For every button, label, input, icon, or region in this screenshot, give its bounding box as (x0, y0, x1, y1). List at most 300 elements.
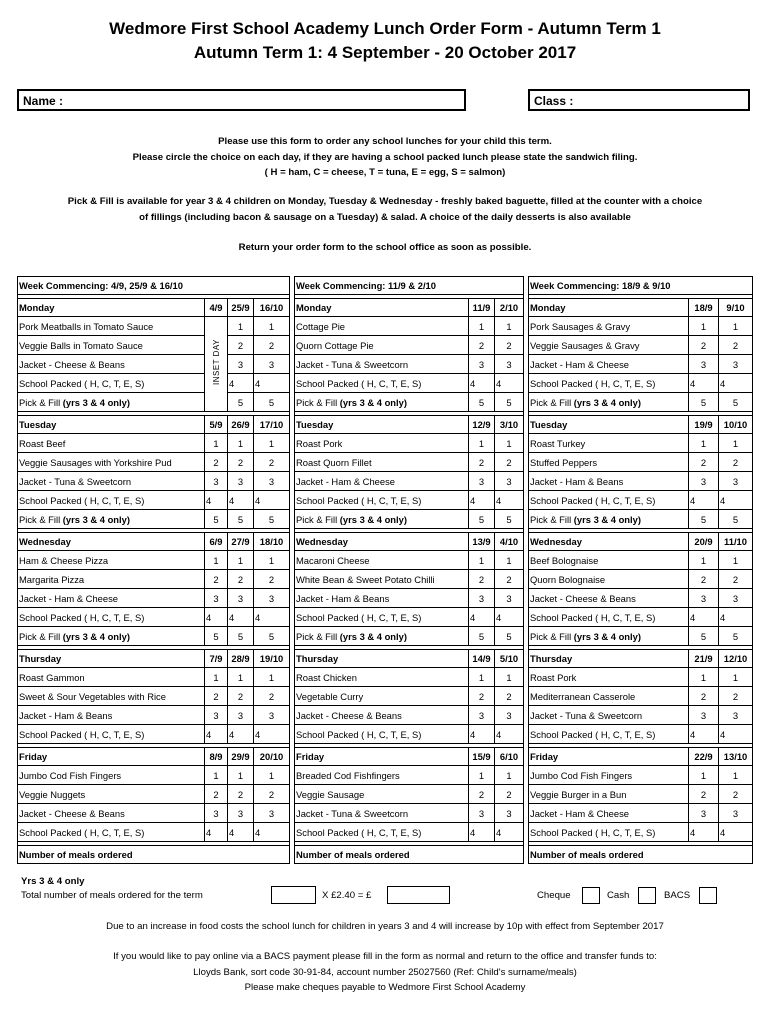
menu-item-label: Macaroni Cheese (296, 554, 370, 566)
meals-total-row (529, 846, 753, 864)
choice-number[interactable]: 1 (495, 766, 524, 785)
total-meals-box[interactable] (271, 886, 316, 904)
menu-row (295, 725, 524, 744)
choice-number[interactable]: 3 (254, 355, 290, 374)
choice-number[interactable]: 4 (254, 725, 290, 744)
menu-row (295, 804, 524, 823)
choice-number[interactable]: 1 (228, 668, 254, 687)
week-commencing: Week Commencing: 11/9 & 2/10 (295, 277, 524, 295)
menu-row (529, 374, 753, 393)
menu-row (18, 317, 290, 336)
choice-number[interactable]: 5 (719, 393, 753, 412)
choice-number[interactable]: 1 (469, 317, 495, 336)
choice-number[interactable]: 4 (469, 725, 495, 744)
choice-number[interactable]: 3 (205, 472, 228, 491)
menu-item (295, 336, 469, 355)
choice-number[interactable]: 5 (689, 627, 719, 646)
choice-number[interactable]: 5 (719, 627, 753, 646)
choice-number[interactable]: 1 (205, 434, 228, 453)
choice-number[interactable]: 3 (228, 472, 254, 491)
choice-number[interactable]: 3 (469, 804, 495, 823)
menu-row (529, 570, 753, 589)
choice-number[interactable]: 3 (228, 804, 254, 823)
choice-number[interactable]: 2 (228, 453, 254, 472)
meals-total-label: Number of meals ordered (18, 846, 290, 864)
date-cell: 20/10 (254, 748, 290, 766)
menu-item (18, 355, 205, 374)
menu-item (295, 766, 469, 785)
choice-number[interactable]: 5 (254, 393, 290, 412)
menu-row (529, 687, 753, 706)
choice-number[interactable]: 2 (254, 570, 290, 589)
choice-number[interactable]: 1 (719, 434, 753, 453)
choice-number[interactable]: 2 (228, 687, 254, 706)
menu-row (18, 804, 290, 823)
menu-row (295, 434, 524, 453)
menu-row (295, 510, 524, 529)
choice-number[interactable]: 1 (469, 668, 495, 687)
choice-number[interactable]: 3 (469, 706, 495, 725)
choice-number[interactable]: 4 (228, 823, 254, 842)
menu-item (18, 393, 205, 412)
menu-row (295, 491, 524, 510)
menu-item (529, 766, 689, 785)
choice-number[interactable]: 4 (228, 374, 254, 393)
choice-number[interactable]: 1 (689, 668, 719, 687)
choice-number[interactable]: 3 (719, 706, 753, 725)
name-field[interactable] (17, 89, 466, 111)
choice-number[interactable]: 1 (689, 434, 719, 453)
menu-row (529, 823, 753, 842)
choice-number[interactable]: 5 (228, 510, 254, 529)
date-cell: 18/10 (254, 533, 290, 551)
menu-item (529, 393, 689, 412)
menu-item-label: Quorn Bolognaise (530, 573, 606, 585)
menu-row (295, 472, 524, 491)
choice-number[interactable]: 2 (205, 785, 228, 804)
menu-row (529, 491, 753, 510)
date-cell: 22/9 (689, 748, 719, 766)
term-dates: Autumn Term 1: 4 September - 20 October 2017 (193, 43, 577, 62)
menu-item (18, 725, 205, 744)
menu-row (18, 453, 290, 472)
choice-number[interactable]: 2 (719, 453, 753, 472)
year-restriction: (yrs 3 & 4 only) (573, 630, 641, 642)
choice-number[interactable]: 3 (719, 804, 753, 823)
choice-number[interactable]: 3 (228, 706, 254, 725)
menu-item-label: Jacket - Ham & Cheese (530, 358, 629, 370)
menu-row (18, 668, 290, 687)
cheque-checkbox[interactable] (582, 887, 600, 904)
choice-number[interactable]: 4 (228, 608, 254, 627)
choice-number[interactable]: 2 (469, 336, 495, 355)
menu-item-label: Stuffed Peppers (530, 456, 598, 468)
date-cell: 4/9 (205, 299, 228, 317)
day-header (295, 533, 524, 551)
total-meals-label: Total number of meals ordered for the term (21, 890, 203, 901)
choice-number[interactable]: 3 (689, 589, 719, 608)
choice-number[interactable]: 5 (205, 627, 228, 646)
choice-number[interactable]: 3 (495, 472, 524, 491)
menu-row (295, 766, 524, 785)
choice-number[interactable]: 4 (254, 374, 290, 393)
choice-number[interactable]: 4 (254, 823, 290, 842)
choice-number[interactable]: 3 (689, 804, 719, 823)
menu-row (529, 706, 753, 725)
menu-item (295, 785, 469, 804)
choice-number[interactable]: 3 (469, 355, 495, 374)
day-name: Tuesday (529, 416, 689, 434)
menu-row (529, 766, 753, 785)
choice-number[interactable]: 3 (495, 589, 524, 608)
choice-number[interactable]: 2 (689, 453, 719, 472)
menu-item-label: Breaded Cod Fishfingers (296, 769, 400, 781)
menu-item (529, 336, 689, 355)
choice-number[interactable]: 2 (689, 687, 719, 706)
choice-number[interactable]: 3 (254, 589, 290, 608)
choice-number[interactable]: 2 (689, 570, 719, 589)
menu-item-label: Ham & Cheese Pizza (19, 554, 109, 566)
date-cell: 20/9 (689, 533, 719, 551)
choice-number[interactable]: 3 (689, 706, 719, 725)
class-field[interactable] (528, 89, 750, 111)
menu-row (18, 510, 290, 529)
menu-item (529, 374, 689, 393)
choice-number[interactable]: 4 (228, 491, 254, 510)
menu-item-label: Jacket - Cheese & Beans (296, 709, 402, 721)
menu-row (18, 491, 290, 510)
choice-number[interactable]: 5 (719, 510, 753, 529)
week-table-2 (294, 276, 524, 864)
instruction-line: Please use this form to order any school lunches for your child this term. (218, 136, 552, 147)
choice-number[interactable]: 1 (495, 668, 524, 687)
choice-number[interactable]: 5 (495, 393, 524, 412)
choice-number[interactable]: 2 (495, 785, 524, 804)
choice-number[interactable]: 5 (495, 627, 524, 646)
menu-item-label: School Packed ( H, C, T, E, S) (19, 494, 145, 506)
choice-number[interactable]: 3 (689, 355, 719, 374)
choice-number[interactable]: 1 (469, 551, 495, 570)
menu-item (295, 491, 469, 510)
choice-number[interactable]: 2 (228, 570, 254, 589)
choice-number[interactable]: 1 (469, 766, 495, 785)
menu-item-label: White Bean & Sweet Potato Chilli (296, 573, 435, 585)
choice-number[interactable]: 3 (228, 589, 254, 608)
cash-checkbox[interactable] (638, 887, 656, 904)
menu-item (295, 627, 469, 646)
choice-number[interactable]: 1 (228, 766, 254, 785)
choice-number[interactable]: 1 (205, 668, 228, 687)
choice-number[interactable]: 2 (469, 570, 495, 589)
menu-item (295, 374, 469, 393)
choice-number[interactable]: 4 (469, 608, 495, 627)
menu-row (18, 589, 290, 608)
day-name: Tuesday (295, 416, 469, 434)
choice-number[interactable]: 4 (205, 725, 228, 744)
menu-item (529, 453, 689, 472)
menu-item-label: School Packed ( H, C, T, E, S) (530, 494, 656, 506)
choice-number[interactable]: 2 (495, 453, 524, 472)
choice-number[interactable]: 1 (228, 317, 254, 336)
choice-number[interactable]: 4 (205, 608, 228, 627)
choice-number[interactable]: 3 (205, 804, 228, 823)
choice-number[interactable]: 2 (254, 785, 290, 804)
choice-number[interactable]: 1 (689, 317, 719, 336)
payment-line: Lloyds Bank, sort code 30-91-84, account number 25027560 (Ref: Child's surname/meals) (193, 966, 577, 978)
day-name: Wednesday (295, 533, 469, 551)
date-cell: 13/9 (469, 533, 495, 551)
menu-item (529, 317, 689, 336)
menu-item-label: Margarita Pizza (19, 573, 85, 585)
choice-number[interactable]: 3 (719, 589, 753, 608)
choice-number[interactable]: 3 (469, 589, 495, 608)
choice-number[interactable]: 1 (254, 766, 290, 785)
choice-number[interactable]: 5 (254, 510, 290, 529)
menu-item-label: School Packed ( H, C, T, E, S) (296, 494, 422, 506)
choice-number[interactable]: 4 (469, 374, 495, 393)
choice-number[interactable]: 2 (254, 687, 290, 706)
menu-item-label: School Packed ( H, C, T, E, S) (19, 728, 145, 740)
menu-item (18, 491, 205, 510)
menu-item-label: Jacket - Cheese & Beans (19, 807, 125, 819)
choice-number[interactable]: 4 (719, 374, 753, 393)
choice-number[interactable]: 3 (495, 355, 524, 374)
menu-row (18, 434, 290, 453)
choice-number[interactable]: 4 (719, 491, 753, 510)
choice-number[interactable]: 3 (254, 706, 290, 725)
choice-number[interactable]: 4 (689, 823, 719, 842)
menu-row (295, 627, 524, 646)
choice-number[interactable]: 5 (469, 510, 495, 529)
date-cell: 29/9 (228, 748, 254, 766)
date-cell: 26/9 (228, 416, 254, 434)
choice-number[interactable]: 1 (254, 668, 290, 687)
day-header (529, 650, 753, 668)
choice-number[interactable]: 1 (254, 434, 290, 453)
menu-row (18, 551, 290, 570)
choice-number[interactable]: 4 (495, 491, 524, 510)
choice-number[interactable]: 2 (228, 336, 254, 355)
week-commencing: Week Commencing: 4/9, 25/9 & 16/10 (18, 277, 290, 295)
menu-item-label: School Packed ( H, C, T, E, S) (296, 377, 422, 389)
choice-number[interactable]: 4 (689, 491, 719, 510)
choice-number[interactable]: 4 (495, 823, 524, 842)
menu-item (18, 374, 205, 393)
menu-item (18, 785, 205, 804)
menu-item-label: Veggie Burger in a Bun (530, 788, 627, 800)
choice-number[interactable]: 4 (719, 725, 753, 744)
menu-item (18, 453, 205, 472)
choice-number[interactable]: 4 (719, 608, 753, 627)
choice-number[interactable]: 1 (254, 551, 290, 570)
choice-number[interactable]: 3 (228, 355, 254, 374)
menu-item-label: Pick & Fill (530, 396, 574, 408)
date-cell: 11/10 (719, 533, 753, 551)
return-line: Return your order form to the school office as soon as possible. (238, 242, 532, 253)
choice-number[interactable]: 1 (689, 551, 719, 570)
choice-number[interactable]: 3 (254, 804, 290, 823)
date-cell: 6/9 (205, 533, 228, 551)
choice-number[interactable]: 2 (719, 687, 753, 706)
choice-number[interactable]: 2 (228, 785, 254, 804)
choice-number[interactable]: 4 (469, 823, 495, 842)
choice-number[interactable]: 2 (469, 687, 495, 706)
choice-number[interactable]: 2 (469, 785, 495, 804)
choice-number[interactable]: 2 (495, 336, 524, 355)
choice-number[interactable]: 2 (205, 453, 228, 472)
choice-number[interactable]: 4 (254, 608, 290, 627)
choice-number[interactable]: 4 (495, 608, 524, 627)
menu-item-label: Jacket - Cheese & Beans (19, 358, 125, 370)
menu-item (295, 355, 469, 374)
choice-number[interactable]: 1 (495, 434, 524, 453)
choice-number[interactable]: 4 (495, 374, 524, 393)
name-label: Name : (23, 94, 64, 108)
choice-number[interactable]: 4 (205, 823, 228, 842)
menu-item-label: School Packed ( H, C, T, E, S) (19, 826, 145, 838)
choice-number[interactable]: 2 (254, 453, 290, 472)
date-cell: 12/10 (719, 650, 753, 668)
choice-number[interactable]: 1 (689, 766, 719, 785)
menu-item (295, 804, 469, 823)
date-cell: 16/10 (254, 299, 290, 317)
menu-item-label: School Packed ( H, C, T, E, S) (530, 611, 656, 623)
menu-row (295, 355, 524, 374)
menu-row (295, 823, 524, 842)
choice-number[interactable]: 2 (205, 570, 228, 589)
choice-number[interactable]: 4 (205, 491, 228, 510)
choice-number[interactable]: 1 (205, 551, 228, 570)
menu-row (18, 570, 290, 589)
choice-number[interactable]: 2 (719, 570, 753, 589)
choice-number[interactable]: 3 (689, 472, 719, 491)
menu-row (529, 472, 753, 491)
choice-number[interactable]: 5 (254, 627, 290, 646)
menu-item (18, 668, 205, 687)
choice-number[interactable]: 2 (689, 336, 719, 355)
choice-number[interactable]: 4 (254, 491, 290, 510)
day-name: Monday (529, 299, 689, 317)
choice-number[interactable]: 1 (205, 766, 228, 785)
year-restriction: (yrs 3 & 4 only) (62, 396, 130, 408)
menu-row (18, 355, 290, 374)
day-name: Wednesday (529, 533, 689, 551)
payment-line: If you would like to pay online via a BACS payment please fill in the form as normal and return to the office and transfer funds to: (113, 951, 657, 962)
choice-number[interactable]: 1 (228, 434, 254, 453)
menu-row (18, 766, 290, 785)
menu-row (295, 453, 524, 472)
choice-number[interactable]: 4 (689, 725, 719, 744)
choice-number[interactable]: 3 (205, 706, 228, 725)
menu-row (295, 608, 524, 627)
menu-item (18, 823, 205, 842)
choice-number[interactable]: 1 (495, 317, 524, 336)
choice-number[interactable]: 2 (495, 687, 524, 706)
menu-row (529, 668, 753, 687)
menu-item (18, 472, 205, 491)
day-name: Tuesday (18, 416, 205, 434)
choice-number[interactable]: 5 (228, 627, 254, 646)
choice-number[interactable]: 4 (719, 823, 753, 842)
choice-number[interactable]: 2 (719, 336, 753, 355)
choice-number[interactable]: 1 (469, 434, 495, 453)
menu-item-label: Roast Beef (19, 437, 66, 449)
increase-line: Due to an increase in food costs the school lunch for children in years 3 and 4 will increase by 10p with effect from September 2017 (106, 921, 664, 932)
menu-item-label: Pick & Fill (296, 396, 340, 408)
choice-number[interactable]: 2 (205, 687, 228, 706)
choice-number[interactable]: 5 (689, 510, 719, 529)
date-cell: 25/9 (228, 299, 254, 317)
menu-item (18, 336, 205, 355)
cash-label: Cash (607, 890, 630, 901)
choice-number[interactable]: 1 (254, 317, 290, 336)
choice-number[interactable]: 4 (495, 725, 524, 744)
menu-row (529, 608, 753, 627)
choice-number[interactable]: 1 (228, 551, 254, 570)
choice-number[interactable]: 1 (495, 551, 524, 570)
choice-number[interactable]: 5 (205, 510, 228, 529)
menu-item (529, 608, 689, 627)
instruction-line: ( H = ham, C = cheese, T = tuna, E = egg, S = salmon) (264, 167, 506, 178)
choice-number[interactable]: 5 (469, 627, 495, 646)
choice-number[interactable]: 2 (254, 336, 290, 355)
choice-number[interactable]: 4 (228, 725, 254, 744)
day-header (529, 748, 753, 766)
bacs-checkbox[interactable] (699, 887, 717, 904)
cheque-label: Cheque (537, 890, 571, 901)
payment-info (0, 949, 770, 996)
choice-number[interactable]: 3 (719, 472, 753, 491)
choice-number[interactable]: 3 (495, 706, 524, 725)
choice-number[interactable]: 1 (719, 766, 753, 785)
choice-number[interactable]: 1 (719, 551, 753, 570)
menu-item-label: Roast Chicken (296, 671, 357, 683)
day-name: Friday (295, 748, 469, 766)
menu-row (18, 336, 290, 355)
choice-number[interactable]: 2 (689, 785, 719, 804)
date-cell: 19/9 (689, 416, 719, 434)
choice-number[interactable]: 4 (689, 374, 719, 393)
choice-number[interactable]: 5 (689, 393, 719, 412)
choice-number[interactable]: 5 (469, 393, 495, 412)
total-cost-box[interactable] (387, 886, 450, 904)
choice-number[interactable]: 2 (469, 453, 495, 472)
menu-item-label: Jacket - Ham & Cheese (19, 592, 118, 604)
choice-number[interactable]: 3 (254, 472, 290, 491)
menu-item (18, 627, 205, 646)
class-label: Class : (534, 94, 574, 108)
choice-number[interactable]: 3 (469, 472, 495, 491)
menu-item (18, 317, 205, 336)
choice-number[interactable]: 3 (205, 589, 228, 608)
week-table-3 (528, 276, 753, 864)
price-label: X £2.40 = £ (322, 890, 372, 901)
choice-number[interactable]: 2 (495, 570, 524, 589)
choice-number[interactable]: 2 (719, 785, 753, 804)
choice-number[interactable]: 4 (469, 491, 495, 510)
choice-number[interactable]: 3 (719, 355, 753, 374)
choice-number[interactable]: 5 (495, 510, 524, 529)
day-header (295, 650, 524, 668)
choice-number[interactable]: 1 (719, 668, 753, 687)
choice-number[interactable]: 3 (495, 804, 524, 823)
payment-line: Please make cheques payable to Wedmore First School Academy (244, 982, 526, 993)
menu-item-label: Pork Meatballs in Tomato Sauce (19, 320, 154, 332)
choice-number[interactable]: 4 (689, 608, 719, 627)
choice-number[interactable]: 1 (719, 317, 753, 336)
day-header (18, 650, 290, 668)
choice-number[interactable]: 5 (228, 393, 254, 412)
